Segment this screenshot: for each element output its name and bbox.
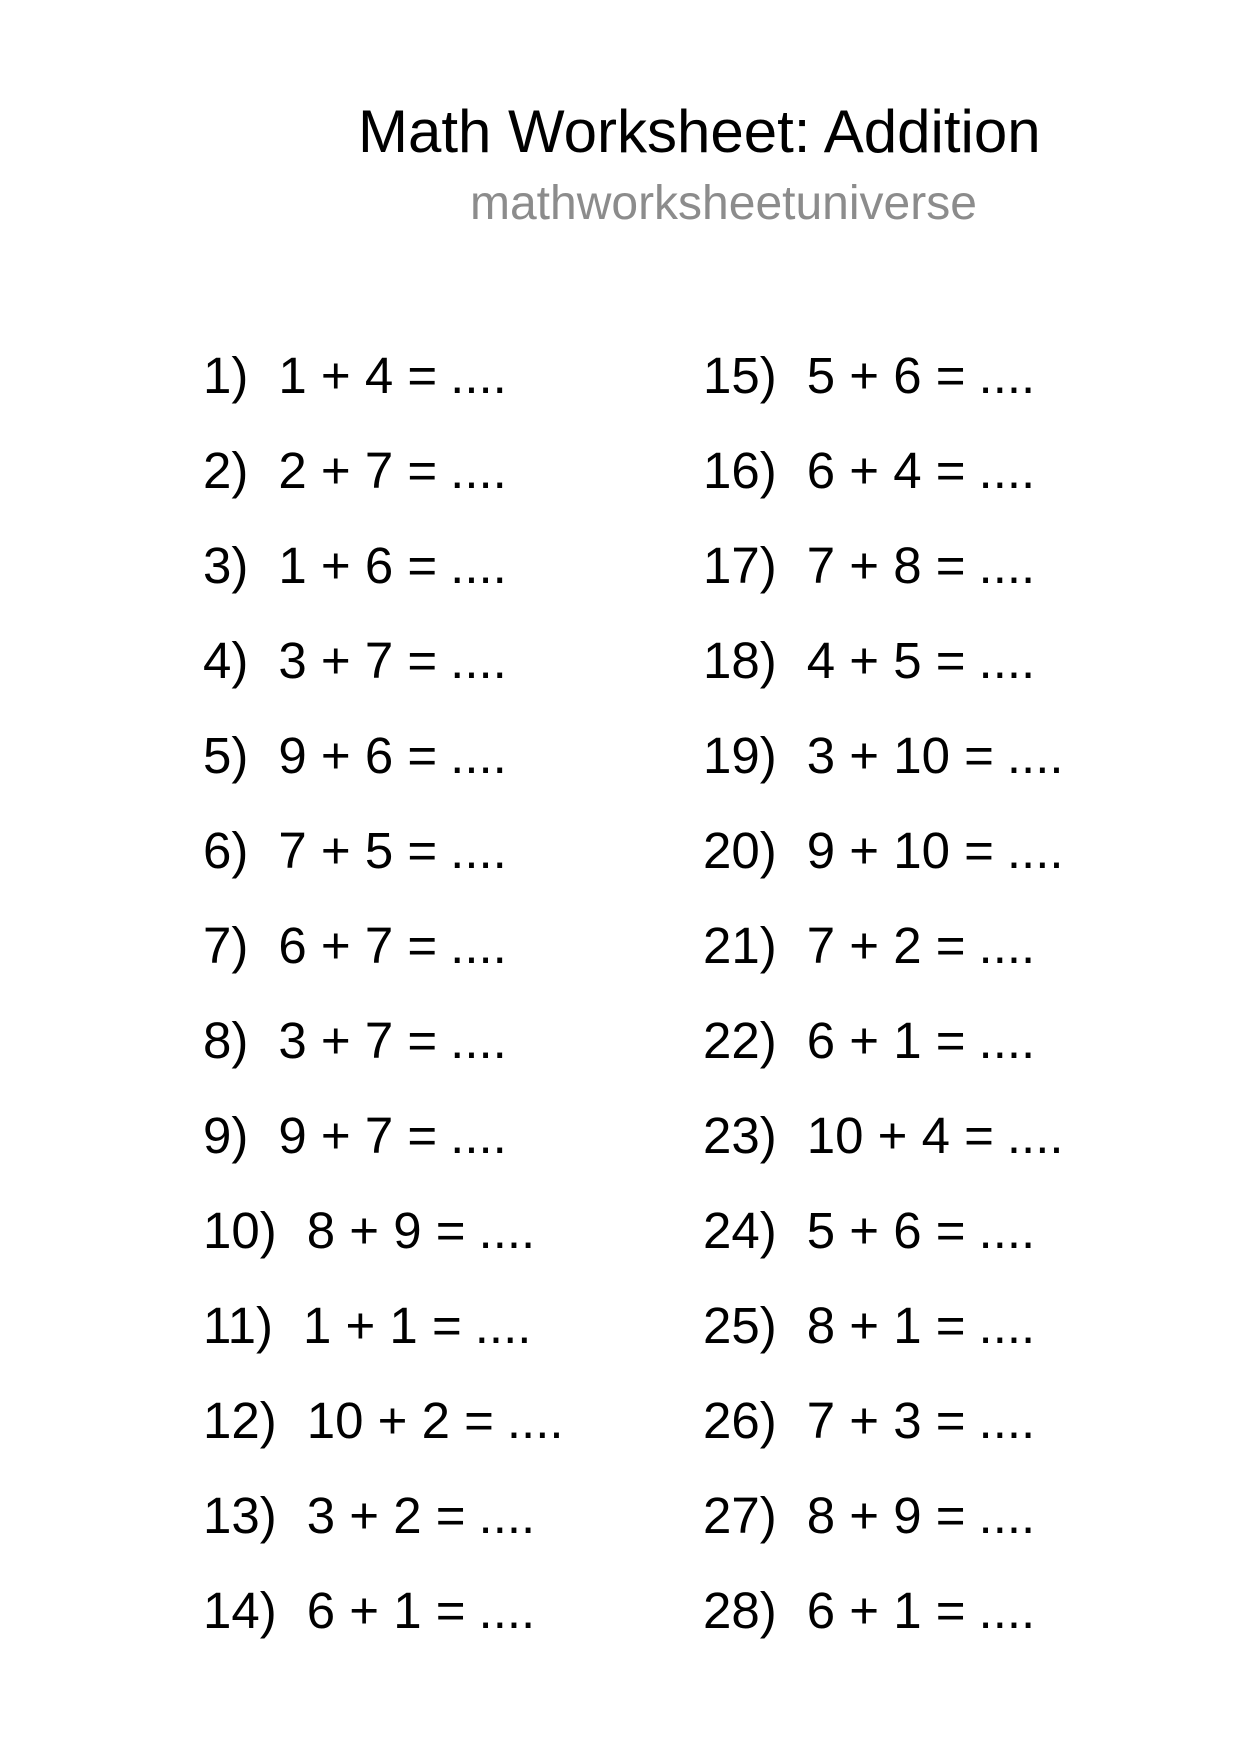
problem-expression: 3 + 7 = bbox=[278, 632, 438, 689]
problem-expression: 7 + 8 = bbox=[806, 537, 966, 594]
problem-row bbox=[703, 708, 1064, 803]
problem-expression: 3 + 7 = bbox=[278, 1012, 438, 1069]
problem-number: 6) bbox=[203, 822, 249, 879]
problem-expression: 3 + 2 = bbox=[306, 1487, 466, 1544]
problem-number: 11) bbox=[203, 1297, 273, 1354]
problem-row bbox=[203, 518, 564, 613]
problem-number: 4) bbox=[203, 632, 249, 689]
problem-number: 2) bbox=[203, 442, 249, 499]
answer-blank: .... bbox=[474, 1297, 532, 1354]
problem-expression: 6 + 7 = bbox=[278, 917, 438, 974]
problem-row bbox=[203, 1373, 564, 1468]
problem-row bbox=[203, 1563, 564, 1658]
problem-expression: 6 + 1 = bbox=[806, 1582, 966, 1639]
problem-number: 8) bbox=[203, 1012, 249, 1069]
problem-row bbox=[203, 1468, 564, 1563]
problem-expression: 3 + 10 = bbox=[806, 727, 994, 784]
answer-blank: .... bbox=[978, 1582, 1036, 1639]
problem-expression: 4 + 5 = bbox=[806, 632, 966, 689]
problem-expression: 7 + 3 = bbox=[806, 1392, 966, 1449]
problem-expression: 1 + 6 = bbox=[278, 537, 438, 594]
problem-row bbox=[203, 423, 564, 518]
problem-row bbox=[203, 993, 564, 1088]
problem-row bbox=[703, 328, 1064, 423]
answer-blank: .... bbox=[450, 917, 507, 974]
problem-expression: 1 + 4 = bbox=[278, 347, 438, 404]
answer-blank: .... bbox=[478, 1487, 536, 1544]
answer-blank: .... bbox=[450, 347, 507, 404]
answer-blank: .... bbox=[450, 727, 507, 784]
answer-blank: .... bbox=[978, 1487, 1036, 1544]
problem-expression: 9 + 6 = bbox=[278, 727, 438, 784]
problems-right-column bbox=[703, 328, 1064, 1658]
problem-number: 13) bbox=[203, 1487, 277, 1544]
answer-blank: .... bbox=[450, 822, 507, 879]
problem-row bbox=[703, 423, 1064, 518]
problem-expression: 5 + 6 = bbox=[806, 1202, 966, 1259]
problem-number: 28) bbox=[703, 1582, 777, 1639]
problem-number: 17) bbox=[703, 537, 777, 594]
problem-expression: 9 + 10 = bbox=[806, 822, 994, 879]
problem-number: 12) bbox=[203, 1392, 277, 1449]
problem-expression: 8 + 9 = bbox=[806, 1487, 966, 1544]
problem-number: 21) bbox=[703, 917, 777, 974]
answer-blank: .... bbox=[1006, 822, 1064, 879]
page-subtitle: mathworksheetuniverse bbox=[470, 177, 977, 230]
problem-row bbox=[203, 328, 564, 423]
answer-blank: .... bbox=[506, 1392, 564, 1449]
answer-blank: .... bbox=[978, 442, 1036, 499]
problem-row bbox=[203, 708, 564, 803]
problem-row bbox=[703, 1088, 1064, 1183]
answer-blank: .... bbox=[1006, 1107, 1064, 1164]
problem-number: 15) bbox=[703, 347, 777, 404]
answer-blank: .... bbox=[978, 1012, 1036, 1069]
problem-expression: 7 + 5 = bbox=[278, 822, 438, 879]
problem-number: 10) bbox=[203, 1202, 277, 1259]
problem-number: 5) bbox=[203, 727, 249, 784]
answer-blank: .... bbox=[478, 1202, 536, 1259]
answer-blank: .... bbox=[478, 1582, 536, 1639]
problem-row bbox=[703, 518, 1064, 613]
problem-row bbox=[703, 1183, 1064, 1278]
problem-expression: 10 + 4 = bbox=[806, 1107, 994, 1164]
answer-blank: .... bbox=[1006, 727, 1064, 784]
problem-expression: 5 + 6 = bbox=[806, 347, 966, 404]
answer-blank: .... bbox=[450, 1107, 507, 1164]
problem-number: 3) bbox=[203, 537, 249, 594]
problem-row bbox=[203, 1278, 564, 1373]
problem-expression: 8 + 9 = bbox=[306, 1202, 466, 1259]
answer-blank: .... bbox=[450, 632, 507, 689]
problem-row bbox=[703, 613, 1064, 708]
problem-row bbox=[703, 1278, 1064, 1373]
problem-number: 25) bbox=[703, 1297, 777, 1354]
problem-number: 27) bbox=[703, 1487, 777, 1544]
problem-row bbox=[203, 1088, 564, 1183]
problem-number: 1) bbox=[203, 347, 249, 404]
problem-row bbox=[703, 1373, 1064, 1468]
answer-blank: .... bbox=[978, 917, 1036, 974]
problem-number: 9) bbox=[203, 1107, 249, 1164]
problem-row bbox=[203, 803, 564, 898]
problem-row bbox=[203, 1183, 564, 1278]
problem-number: 7) bbox=[203, 917, 249, 974]
answer-blank: .... bbox=[450, 537, 507, 594]
problem-row bbox=[703, 993, 1064, 1088]
answer-blank: .... bbox=[978, 347, 1036, 404]
answer-blank: .... bbox=[450, 442, 507, 499]
problem-row bbox=[703, 803, 1064, 898]
problem-expression: 1 + 1 = bbox=[302, 1297, 462, 1354]
problem-expression: 7 + 2 = bbox=[806, 917, 966, 974]
problem-expression: 2 + 7 = bbox=[278, 442, 438, 499]
problem-number: 26) bbox=[703, 1392, 777, 1449]
answer-blank: .... bbox=[450, 1012, 507, 1069]
answer-blank: .... bbox=[978, 632, 1036, 689]
problem-row bbox=[703, 1563, 1064, 1658]
problem-number: 19) bbox=[703, 727, 777, 784]
problem-number: 16) bbox=[703, 442, 777, 499]
problem-number: 18) bbox=[703, 632, 777, 689]
problem-expression: 6 + 4 = bbox=[806, 442, 966, 499]
problem-row bbox=[203, 613, 564, 708]
answer-blank: .... bbox=[978, 1202, 1036, 1259]
problem-number: 22) bbox=[703, 1012, 777, 1069]
problem-number: 23) bbox=[703, 1107, 777, 1164]
problem-expression: 9 + 7 = bbox=[278, 1107, 438, 1164]
problem-number: 24) bbox=[703, 1202, 777, 1259]
problem-number: 20) bbox=[703, 822, 777, 879]
page-title: Math Worksheet: Addition bbox=[358, 98, 1041, 165]
problems-left-column bbox=[203, 328, 564, 1658]
problem-expression: 6 + 1 = bbox=[306, 1582, 466, 1639]
problem-number: 14) bbox=[203, 1582, 277, 1639]
problem-expression: 8 + 1 = bbox=[806, 1297, 966, 1354]
problem-expression: 6 + 1 = bbox=[806, 1012, 966, 1069]
problem-row bbox=[703, 898, 1064, 993]
answer-blank: .... bbox=[978, 537, 1036, 594]
problem-row bbox=[203, 898, 564, 993]
answer-blank: .... bbox=[978, 1297, 1036, 1354]
problem-expression: 10 + 2 = bbox=[306, 1392, 494, 1449]
problem-row bbox=[703, 1468, 1064, 1563]
answer-blank: .... bbox=[978, 1392, 1036, 1449]
